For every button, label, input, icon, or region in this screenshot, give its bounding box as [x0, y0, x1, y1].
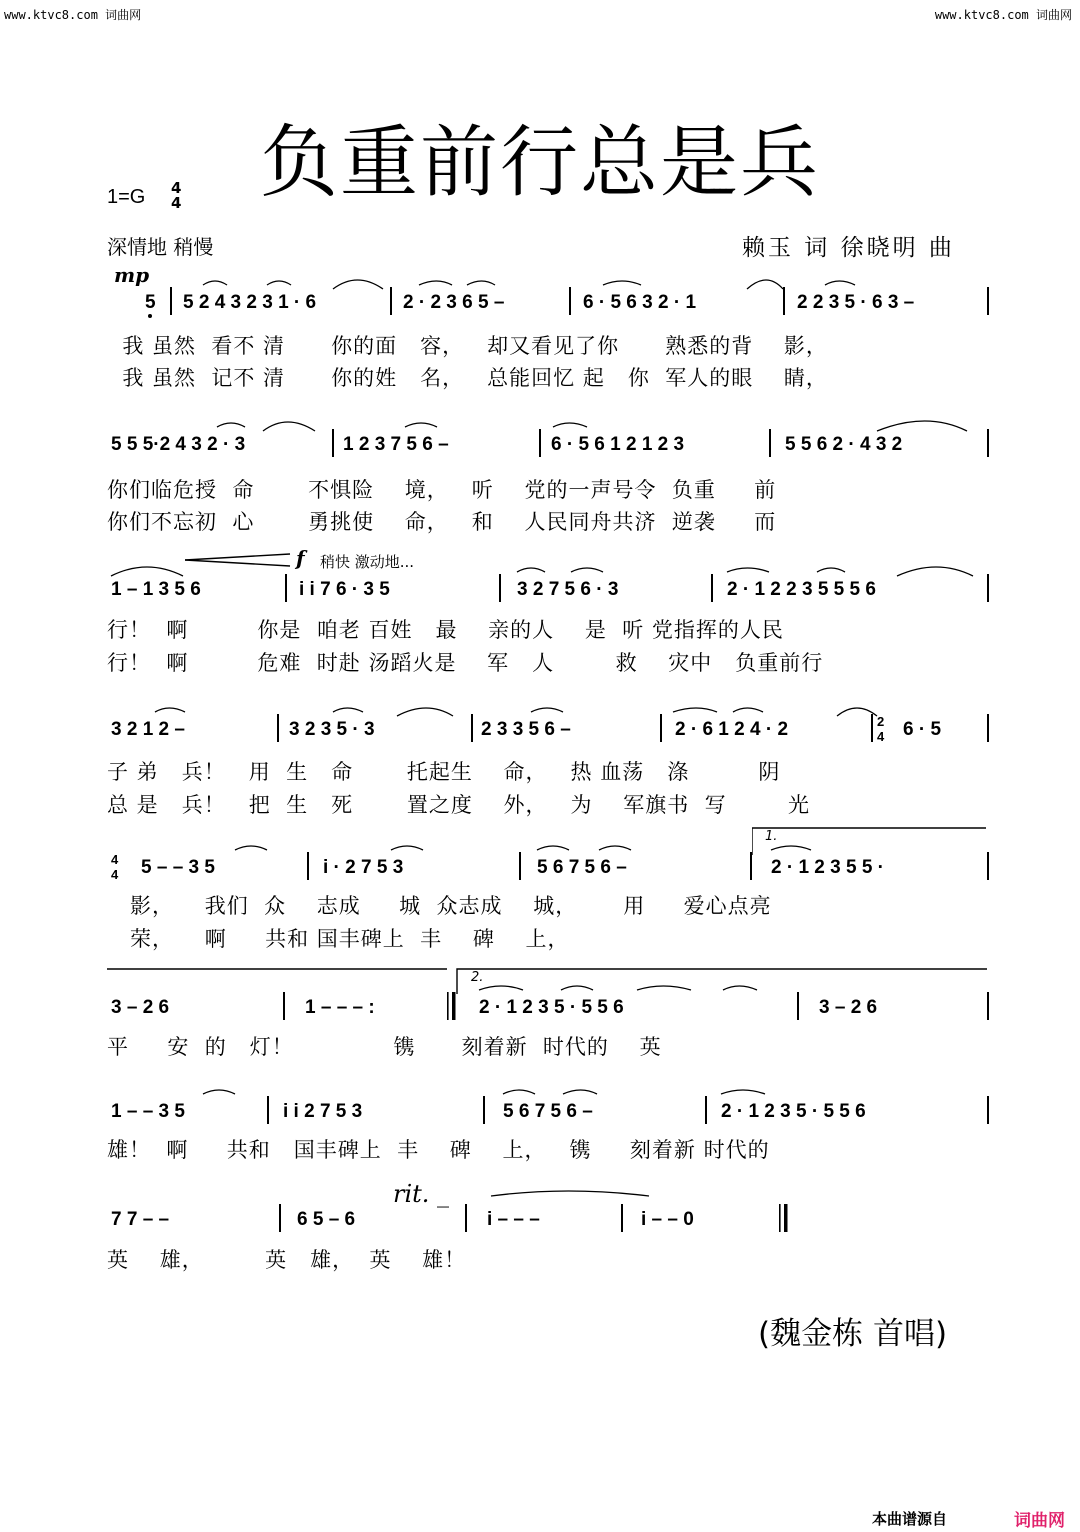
notation-line-4: [107, 710, 993, 746]
time-signature: [171, 181, 181, 211]
svg-text:3 – 2 6: 3 – 2 6: [111, 997, 170, 1018]
lyric-line-4-verse-2: 总 是 兵！ 把 生 死 置之度 外， 为 军旗书 写 光: [107, 793, 811, 817]
barline: [783, 287, 785, 315]
notation-line-4-graphic: [107, 710, 993, 746]
svg-text:3 2 1 2 –: 3 2 1 2 –: [111, 719, 185, 740]
svg-text:7 7 – –: 7 7 – –: [111, 1209, 170, 1230]
svg-text:2 · 1 2 2 3 5 5 5 6: 2 · 1 2 2 3 5 5 5 6: [727, 579, 876, 600]
barline: [539, 429, 541, 457]
svg-text:3 2 3 5 · 3: 3 2 3 5 · 3: [289, 719, 375, 740]
barline: [705, 1096, 707, 1124]
barline: [987, 287, 989, 315]
site-watermark-left: www.ktvc8.com 词曲网: [4, 8, 142, 22]
svg-text:2 · 1 2 3 5 · 5 5 6: 2 · 1 2 3 5 · 5 5 6: [721, 1101, 866, 1122]
barline: [711, 574, 713, 602]
barline: [987, 852, 989, 880]
barline: [170, 287, 172, 315]
barline: [332, 429, 334, 457]
svg-text:6 5 – 6: 6 5 – 6: [297, 1209, 356, 1230]
svg-text:1 – – – :: 1 – – – :: [305, 997, 375, 1018]
svg-text:6 · 5 6 1 2 1 2 3: 6 · 5 6 1 2 1 2 3: [551, 434, 685, 455]
barline: [871, 714, 873, 742]
dynamic-mp: mp: [114, 263, 150, 287]
svg-text:4: 4: [111, 852, 119, 867]
barline: [277, 714, 279, 742]
notation-line-1: [107, 283, 993, 319]
barline: [307, 852, 309, 880]
key-signature: 1=G: [107, 186, 146, 208]
barline: [519, 852, 521, 880]
lyric-line-4-verse-1: 子 弟 兵！ 用 生 命 托起生 命， 热 血荡 涤 阴: [107, 760, 781, 784]
source-note: 本曲谱源自: [872, 1510, 948, 1528]
svg-text:5 2 4 3 2 3 1 · 6: 5 2 4 3 2 3 1 · 6: [183, 292, 317, 313]
svg-text:2 3 3 5 6 –: 2 3 3 5 6 –: [481, 719, 571, 740]
svg-text:4: 4: [877, 729, 885, 744]
volta-label-1: 1.: [765, 829, 778, 844]
lyric-line-6: 平 安 的 灯！ 镌 刻着新 时代的 英: [107, 1035, 662, 1059]
svg-text:6 · 5: 6 · 5: [903, 719, 942, 740]
tempo-marking: 深情地 稍慢: [107, 235, 214, 259]
barline: [621, 1204, 623, 1232]
svg-text:5 5 6 2 · 4 3 2: 5 5 6 2 · 4 3 2: [785, 434, 903, 455]
notation-line-6: [107, 988, 993, 1024]
svg-text:i – – 0: i – – 0: [641, 1209, 694, 1230]
dynamic-f: f: [296, 546, 305, 570]
time-signature-bottom: 4: [171, 194, 182, 212]
svg-text:5 6 7 5 6 –: 5 6 7 5 6 –: [503, 1101, 593, 1122]
notation-line-8-graphic: [107, 1200, 993, 1236]
barline: [471, 714, 473, 742]
svg-text:2 · 6 1 2 4 · 2: 2 · 6 1 2 4 · 2: [675, 719, 789, 740]
barline: [285, 574, 287, 602]
svg-text:i · 2 7 5 3: i · 2 7 5 3: [323, 857, 404, 878]
notation-line-2-graphic: [107, 425, 993, 461]
barline: [569, 287, 571, 315]
notation-line-5: [107, 848, 993, 884]
notation-line-1-graphic: [107, 283, 993, 319]
notation-line-7-graphic: [107, 1092, 993, 1128]
barline: [987, 992, 989, 1020]
volta-label-2: 2.: [471, 970, 484, 985]
barline: [279, 1204, 281, 1232]
barline: [987, 714, 989, 742]
svg-text:1 – – 3 5: 1 – – 3 5: [111, 1101, 185, 1122]
svg-text:1 – 1 3 5 6: 1 – 1 3 5 6: [111, 579, 201, 600]
barline: [267, 1096, 269, 1124]
notation-line-8: [107, 1200, 993, 1236]
barline: [987, 574, 989, 602]
svg-text:3 2 7 5 6 · 3: 3 2 7 5 6 · 3: [517, 579, 619, 600]
lyric-line-3-verse-1: 行！ 啊 你是 咱老 百姓 最 亲的人 是 听 党指挥的人民: [107, 618, 784, 642]
svg-text:2 · 1 2 3 5 · 5 5 6: 2 · 1 2 3 5 · 5 5 6: [479, 997, 624, 1018]
barline: [769, 429, 771, 457]
svg-text:6 · 5 6 3 2 · 1: 6 · 5 6 3 2 · 1: [583, 292, 697, 313]
svg-text:2 · 1 2 3 5 5 ·: 2 · 1 2 3 5 5 ·: [771, 857, 885, 878]
svg-text:4: 4: [111, 867, 119, 882]
lyric-line-5-verse-2: 荣， 啊 共和 国丰碑上 丰 碑 上，: [107, 927, 570, 951]
barline: [499, 574, 501, 602]
barline: [660, 714, 662, 742]
time-signature-top: 4: [171, 179, 182, 197]
notation-line-6-graphic: [107, 988, 993, 1024]
barline: [987, 1096, 989, 1124]
barline: [750, 852, 752, 880]
notation-line-3-graphic: [107, 570, 993, 606]
barline: [465, 1204, 467, 1232]
ritardando-mark: rit. _: [393, 1180, 450, 1208]
time-change-2-4: 2: [877, 714, 885, 729]
barline: [797, 992, 799, 1020]
svg-text:i i 2 7 5 3: i i 2 7 5 3: [283, 1101, 363, 1122]
singer-credit: (魏金栋 首唱): [758, 1316, 948, 1352]
lyric-line-1-verse-2: 我 虽然 记不 清 你的姓 名， 总能回忆 起 你 军人的眼 睛，: [107, 366, 828, 390]
barline: [390, 287, 392, 315]
svg-text:1 2 3 7 5 6 –: 1 2 3 7 5 6 –: [343, 434, 449, 455]
crescendo-hairpin: [185, 553, 295, 567]
lyric-line-7: 雄！ 啊 共和 国丰碑上 丰 碑 上， 镌 刻着新 时代的: [107, 1138, 770, 1162]
svg-text:5 6 7 5 6 –: 5 6 7 5 6 –: [537, 857, 627, 878]
site-watermark-right: www.ktvc8.com 词曲网: [934, 8, 1072, 22]
barline: [483, 1096, 485, 1124]
svg-text:5 – – 3 5: 5 – – 3 5: [141, 857, 215, 878]
svg-text:2 · 2 3 6 5 –: 2 · 2 3 6 5 –: [403, 292, 505, 313]
notation-line-5-graphic: [107, 848, 993, 884]
lyric-line-3-verse-2: 行！ 啊 危难 时赴 汤蹈火是 军 人 救 灾中 负重前行: [107, 651, 824, 675]
notation-line-7: [107, 1092, 993, 1128]
lyric-line-1-verse-1: 我 虽然 看不 清 你的面 容， 却又看见了你 熟悉的背 影，: [107, 334, 828, 358]
svg-text:5 5 5·2 4 3 2 · 3: 5 5 5·2 4 3 2 · 3: [111, 434, 246, 455]
lyric-line-8: 英 雄， 英 雄， 英 雄！: [107, 1248, 467, 1272]
svg-text:5: 5: [145, 292, 156, 313]
svg-text:3 – 2 6: 3 – 2 6: [819, 997, 878, 1018]
site-logo[interactable]: 词曲网: [1014, 1511, 1065, 1531]
song-title: 负重前行总是兵: [259, 118, 820, 208]
lyric-line-2-verse-1: 你们临危授 命 不惧险 境， 听 党的一声号令 负重 前: [107, 478, 777, 502]
expression-text: 稍快 激动地...: [320, 553, 415, 571]
lyric-line-5-verse-1: 影， 我们 众 志成 城 众志成 城， 用 爱心点亮: [107, 894, 772, 918]
svg-text:2 2 3 5 · 6 3 –: 2 2 3 5 · 6 3 –: [797, 292, 915, 313]
notation-line-3: [107, 570, 993, 606]
notation-line-2: [107, 425, 993, 461]
svg-text:i – – –: i – – –: [487, 1209, 540, 1230]
barline: [283, 992, 285, 1020]
svg-text:i i 7 6 · 3 5: i i 7 6 · 3 5: [299, 579, 390, 600]
song-credits: 赖玉 词 徐晓明 曲: [742, 235, 955, 261]
lyric-line-2-verse-2: 你们不忘初 心 勇挑使 命， 和 人民同舟共济 逆袭 而: [107, 510, 777, 534]
barline: [987, 429, 989, 457]
